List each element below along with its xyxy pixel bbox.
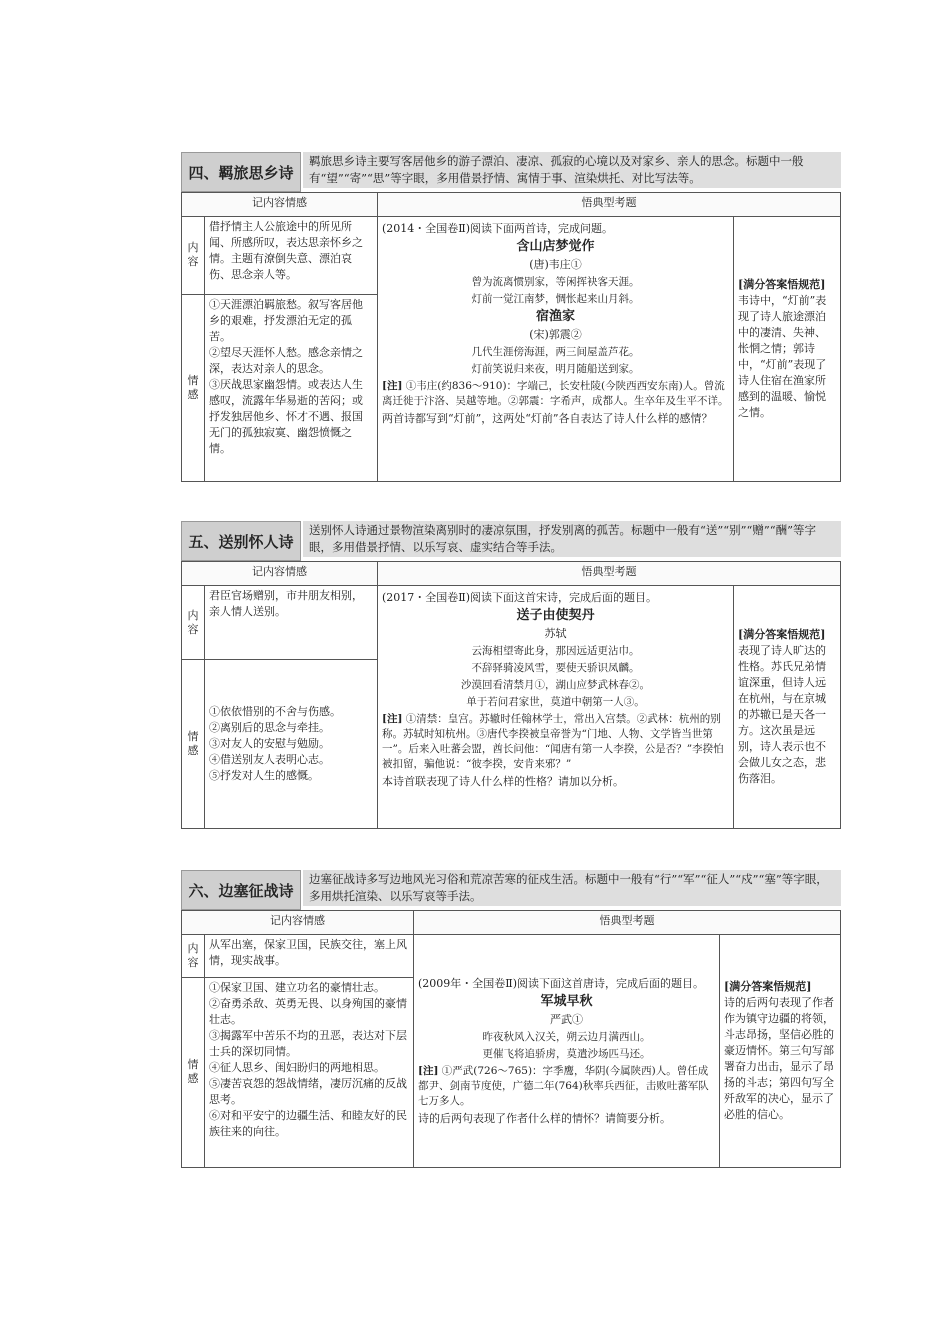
answer-box	[720, 935, 841, 1168]
header-record: 记内容情感	[182, 562, 378, 586]
section-intro: 送别怀人诗通过景物渲染离别时的凄凉氛围，抒发别离的孤苦。标题中一般有“送”“别”“赠”“酬”等字眼，多用借景抒情、以乐写哀、虚实结合等手法。	[303, 521, 841, 557]
label-emotion: 情感	[182, 977, 205, 1167]
poem-author: 苏轼	[544, 627, 567, 641]
answer-title: [满分答案悟规范]	[724, 980, 812, 994]
poem-line: 沙漠回看清禁月①，湖山应梦武林春②。	[461, 679, 650, 692]
header-exam: 悟典型考题	[378, 562, 841, 586]
exam-source: (2017・全国卷Ⅱ)阅读下面这首宋诗，完成后面的题目。	[382, 591, 658, 605]
poem-line: 单于若问君家世，莫道中朝第一人③。	[466, 696, 645, 709]
label-emotion: 情感	[182, 659, 205, 828]
section-title: 五、送别怀人诗	[181, 521, 301, 561]
answer-box	[734, 586, 841, 829]
exam-question	[414, 935, 720, 1168]
poem-note	[418, 1064, 715, 1109]
note-text: ①严武(726～765)：字季鹰，华阴(今属陕西)人。曾任成都尹、剑南节度使，广德二年(764)秋率兵西征，击败吐蕃军队七万多人。	[418, 1064, 709, 1107]
exam-question-text: 本诗首联表现了诗人什么样的性格？请加以分析。	[382, 775, 624, 789]
section-intro: 羁旅思乡诗主要写客居他乡的游子漂泊、凄凉、孤寂的心境以及对家乡、亲人的思念。标题中一般有“望”“寄”“思”等字眼，多用借景抒情、寓情于事、渲染烘托、对比写法等。	[303, 152, 841, 188]
header-record: 记内容情感	[182, 193, 378, 217]
poem-title: 军城早秋	[540, 993, 593, 1009]
poem-line: 更催飞将追骄虏，莫遣沙场匹马还。	[482, 1047, 651, 1060]
emotion-item: ③揭露军中苦乐不均的丑恶，表达对下层士兵的深切同情。	[209, 1028, 407, 1058]
exam-source: (2009年・全国卷Ⅱ)阅读下面这首唐诗，完成后面的题目。	[418, 976, 705, 990]
emotion-item: ②离别后的思念与牵挂。	[209, 720, 330, 734]
emotion-item: ③对友人的安慰与勉励。	[209, 736, 330, 750]
answer-text: 诗的后两句表现了作者作为镇守边疆的将领，斗志昂扬，坚信必胜的豪迈情怀。第三句写部署奋力出击，显示了昂扬的斗志；第四句写全歼敌军的决心，显示了必胜的信心。	[724, 996, 834, 1122]
note-label: [注]	[418, 1064, 439, 1077]
label-emotion: 情感	[182, 294, 205, 481]
content-table	[181, 192, 841, 482]
emotion-item: ④征人思乡、闺妇盼归的两地相思。	[209, 1060, 385, 1074]
emotion-item: ②望尽天涯怀人愁。感念亲情之深，表达对亲人的思念。	[209, 345, 363, 375]
poem-title: 送子由使契丹	[516, 608, 595, 624]
poem-author: (宋)郭震②	[529, 327, 582, 341]
emotion-item: ⑥对和平安宁的边疆生活、和睦友好的民族往来的向往。	[209, 1108, 407, 1138]
content-table	[181, 561, 841, 829]
label-content: 内容	[182, 216, 205, 294]
header-record: 记内容情感	[182, 911, 414, 935]
emotion-item: ⑤凄苦哀怨的怨战情绪，凄厉沉痛的反战思考。	[209, 1076, 407, 1106]
emotion-list	[205, 977, 414, 1167]
exam-source: (2014・全国卷Ⅱ)阅读下面两首诗，完成问题。	[382, 221, 614, 235]
poem-note	[382, 712, 729, 772]
note-text: ①清禁：皇宫。苏辙时任翰林学士，常出入宫禁。②武林：杭州的别称。苏轼时知杭州。③唐代李揆被皇帝誉为“门地、人物、文学皆当世第一”。后来入吐蕃会盟，酋长问他：“闻唐有第一人李揆，公是否？”李揆怕被扣留，骗他说：“彼李揆，安肯来邪？”	[382, 713, 724, 771]
poem-title: 含山店梦觉作	[516, 238, 595, 254]
section-frontier-war	[181, 870, 841, 1168]
exam-question-text: 两首诗都写到“灯前”，这两处“灯前”各自表达了诗人什么样的感情？	[382, 411, 713, 425]
poem-note	[382, 379, 729, 409]
poem-line: 几代生涯傍海涯，两三间屋盖芦花。	[471, 345, 640, 358]
header-exam: 悟典型考题	[378, 193, 841, 217]
note-label: [注]	[382, 713, 403, 726]
answer-title: [满分答案悟规范]	[738, 277, 826, 291]
answer-box	[734, 216, 841, 481]
exam-question-text: 诗的后两句表现了作者什么样的情怀？请简要分析。	[418, 1111, 671, 1125]
emotion-item: ①保家卫国、建立功名的豪情壮志。	[209, 980, 385, 994]
exam-question	[378, 216, 734, 481]
answer-text: 韦诗中，“灯前”表现了诗人旅途漂泊中的凄清、失神、怅惘之情；郭诗中，“灯前”表现了诗人住宿在渔家所感到的温暖、愉悦之情。	[738, 293, 827, 419]
exam-question	[378, 586, 734, 829]
emotion-item: ①依依惜别的不舍与伤感。	[209, 704, 341, 718]
poem-line: 云海相望寄此身，那因远适更沾巾。	[471, 645, 640, 658]
note-label: [注]	[382, 379, 403, 392]
content-text: 借抒情主人公旅途中的所见所闻、所感所叹，表达思亲怀乡之情。主题有潦倒失意、漂泊哀伤、思念亲人等。	[205, 216, 378, 294]
section-banner	[181, 521, 841, 561]
content-text: 从军出塞，保家卫国，民族交往，塞上风情，现实战事。	[205, 935, 414, 978]
section-travel-homesick	[181, 152, 841, 482]
section-title: 六、边塞征战诗	[181, 870, 301, 910]
answer-text: 表现了诗人旷达的性格。苏氏兄弟情谊深重，但诗人远在杭州，与在京城的苏辙已是天各一方。这次虽是远别，诗人表示也不会做儿女之态，悲伤落泪。	[738, 644, 826, 786]
poem-line: 不辞驿骑凌风雪，要使天骄识凤麟。	[471, 662, 640, 675]
answer-title: [满分答案悟规范]	[738, 628, 826, 642]
note-text: ①韦庄(约836～910)：字端己，长安杜陵(今陕西西安东南)人。曾流离迁徙于汴洛、吴越等地。②郭震：字希声，成都人。生卒年及生平不详。	[382, 379, 729, 407]
emotion-item: ⑤抒发对人生的感慨。	[209, 768, 319, 782]
poem-line: 灯前一觉江南梦，惆怅起来山月斜。	[471, 292, 640, 305]
section-title: 四、羁旅思乡诗	[181, 152, 301, 192]
emotion-item: ③厌战思家幽怨情。或表达人生感叹，流露年华易逝的苦闷；或抒发独居他乡、怀才不遇、报国无门的孤独寂寞、幽怨愤慨之情。	[209, 377, 363, 455]
poem-line: 昨夜秋风入汉关，朔云边月满西山。	[482, 1030, 651, 1043]
label-content: 内容	[182, 586, 205, 660]
emotion-item: ④借送别友人表明心志。	[209, 752, 330, 766]
poem-author: 严武①	[550, 1012, 583, 1026]
section-farewell	[181, 521, 841, 829]
poem-line: 曾为流离惯别家，等闲挥袂客天涯。	[471, 275, 640, 288]
emotion-item: ①天涯漂泊羁旅愁。叙写客居他乡的艰难，抒发漂泊无定的孤苦。	[209, 297, 363, 343]
section-banner	[181, 152, 841, 192]
emotion-list	[205, 294, 378, 481]
label-content: 内容	[182, 935, 205, 978]
section-intro: 边塞征战诗多写边地风光习俗和荒凉苦寒的征戍生活。标题中一般有“行”“军”“征人”“戍”“塞”等字眼，多用烘托渲染、以乐写哀等手法。	[303, 870, 841, 906]
content-table	[181, 910, 841, 1168]
emotion-item: ②奋勇杀敌、英勇无畏、以身殉国的豪情壮志。	[209, 996, 407, 1026]
section-banner	[181, 870, 841, 910]
poem-author: (唐)韦庄①	[529, 257, 582, 271]
poem-title: 宿渔家	[535, 308, 575, 324]
poem-line: 灯前笑说归来夜，明月随船送到家。	[471, 362, 640, 375]
emotion-list	[205, 659, 378, 828]
content-text: 君臣官场赠别，市井朋友相别，亲人情人送别。	[205, 586, 378, 660]
header-exam: 悟典型考题	[414, 911, 841, 935]
